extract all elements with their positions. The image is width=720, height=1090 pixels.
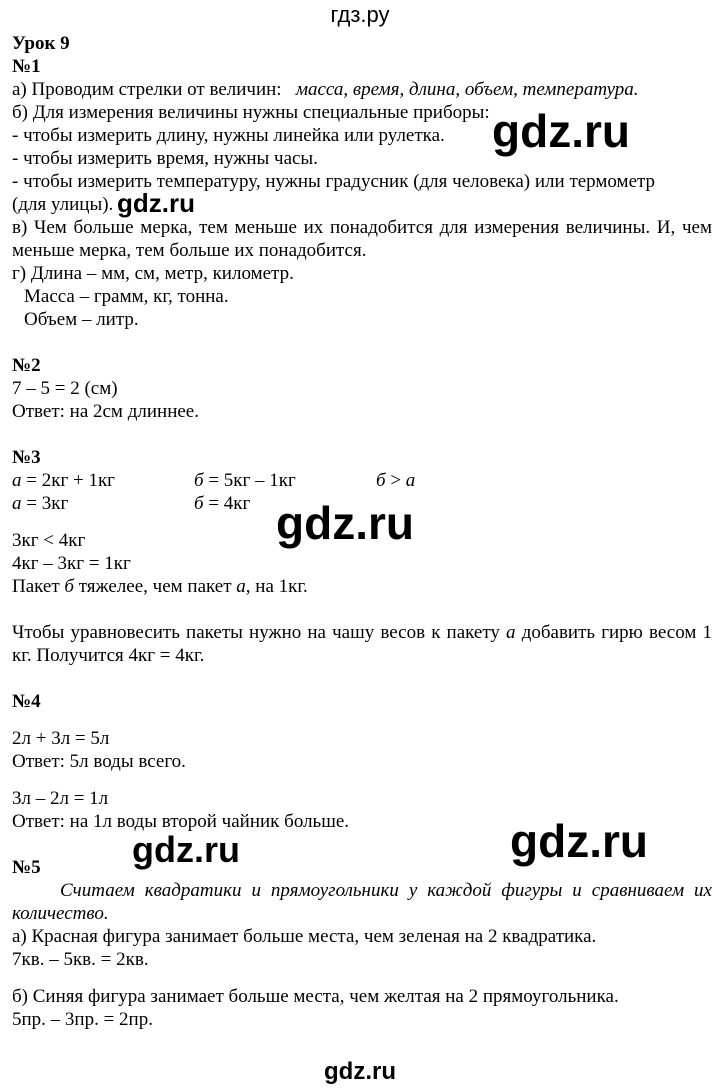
site-footer: gdz.ru (324, 1058, 396, 1085)
task5-b: б) Синяя фигура занимает больше места, чем желтая на 2 прямоугольника. (12, 986, 619, 1007)
task3-line5-c: , на 1кг. (245, 576, 308, 597)
task1-a-prefix: а) Проводим стрелки от величин: (12, 79, 282, 100)
task2-number: №2 (12, 355, 41, 376)
task3-row1 (12, 469, 712, 492)
task5-a-calc: 7кв. – 5кв. = 2кв. (12, 949, 149, 970)
task3-para-a: Чтобы уравновесить пакеты нужно на чашу весов к пакету (12, 622, 507, 643)
task1-g3: Объем – литр. (24, 309, 139, 330)
task4-line4: Ответ: на 1л воды второй чайник больше. (12, 811, 350, 832)
task3-paragraph (12, 621, 712, 667)
task3-var-a2: а (12, 493, 22, 514)
task3-line5-b: тяжелее, чем пакет (73, 576, 237, 597)
task1-a (12, 78, 712, 101)
task3-para-var: а (506, 622, 516, 643)
watermark-bottom-right: gdz.ru (510, 815, 648, 867)
task3-var-b2: б (194, 493, 204, 514)
task3-res-b: = 4кг (203, 493, 251, 514)
task1-number: №1 (12, 56, 41, 77)
task2-line1: 7 – 5 = 2 (см) (12, 378, 118, 399)
task1-b1: - чтобы измерить длину, нужны линейка или рулетка. (12, 125, 445, 146)
watermark-middle: gdz.ru (276, 497, 414, 549)
task3-line5 (12, 575, 712, 598)
site-header: гдз.ру (330, 2, 390, 27)
task3-eq-a: = 2кг + 1кг (21, 470, 115, 491)
task5-b-calc: 5пр. – 3пр. = 2пр. (12, 1009, 153, 1030)
task1-b: б) Для измерения величины нужны специальные приборы: (12, 102, 490, 123)
task3-eq-b: = 5кг – 1кг (203, 470, 296, 491)
task4-number: №4 (12, 691, 41, 712)
task1-a-items: масса, время, длина, объем, температура. (295, 79, 639, 100)
task5-number: №5 (12, 857, 41, 878)
task5-a: а) Красная фигура занимает больше места, чем зеленая на 2 квадратика. (12, 926, 597, 947)
task1-b2: - чтобы измерить время, нужны часы. (12, 148, 318, 169)
lesson-title: Урок 9 (12, 33, 70, 54)
task1-g1: г) Длина – мм, см, метр, километр. (12, 263, 294, 284)
task1-b3b: (для улицы). (12, 194, 114, 215)
task3-line5-var2: а (236, 576, 246, 597)
task3-var-b: б (194, 470, 204, 491)
task3-cmp-var1: б (376, 470, 386, 491)
task3-var-a: а (12, 470, 22, 491)
task3-line5-var1: б (64, 576, 74, 597)
task2-line2: Ответ: на 2см длиннее. (12, 401, 199, 422)
task1-v: в) Чем больше мерка, тем меньше их понадобится для измерения величины. И, чем меньше мерка, тем больше их понадобится. (12, 217, 712, 261)
watermark-top-right: gdz.ru (492, 105, 630, 157)
task3-res-a: = 3кг (21, 493, 69, 514)
task4-line1: 2л + 3л = 5л (12, 728, 110, 749)
task5-intro: Считаем квадратики и прямоугольники у каждой фигуры и сравниваем их количество. (12, 880, 712, 924)
task3-cmp-op: > (385, 470, 406, 491)
watermark-bottom-left: gdz.ru (132, 829, 240, 870)
task3-line5-a: Пакет (12, 576, 65, 597)
task3-para-b: добавить гирю весом 1 кг. Получится 4кг = 4кг. (12, 622, 712, 666)
task4-line3: 3л – 2л = 1л (12, 788, 109, 809)
task1-g2: Масса – грамм, кг, тонна. (24, 286, 229, 307)
task3-line3: 3кг < 4кг (12, 530, 86, 551)
task3-number: №3 (12, 447, 41, 468)
task3-cmp-var2: а (405, 470, 416, 491)
task3-line4: 4кг – 3кг = 1кг (12, 553, 131, 574)
watermark-small-left: gdz.ru (117, 188, 195, 218)
task4-line2: Ответ: 5л воды всего. (12, 751, 186, 772)
task1-b3a: - чтобы измерить температуру, нужны градусник (для человека) или термометр (12, 171, 656, 192)
